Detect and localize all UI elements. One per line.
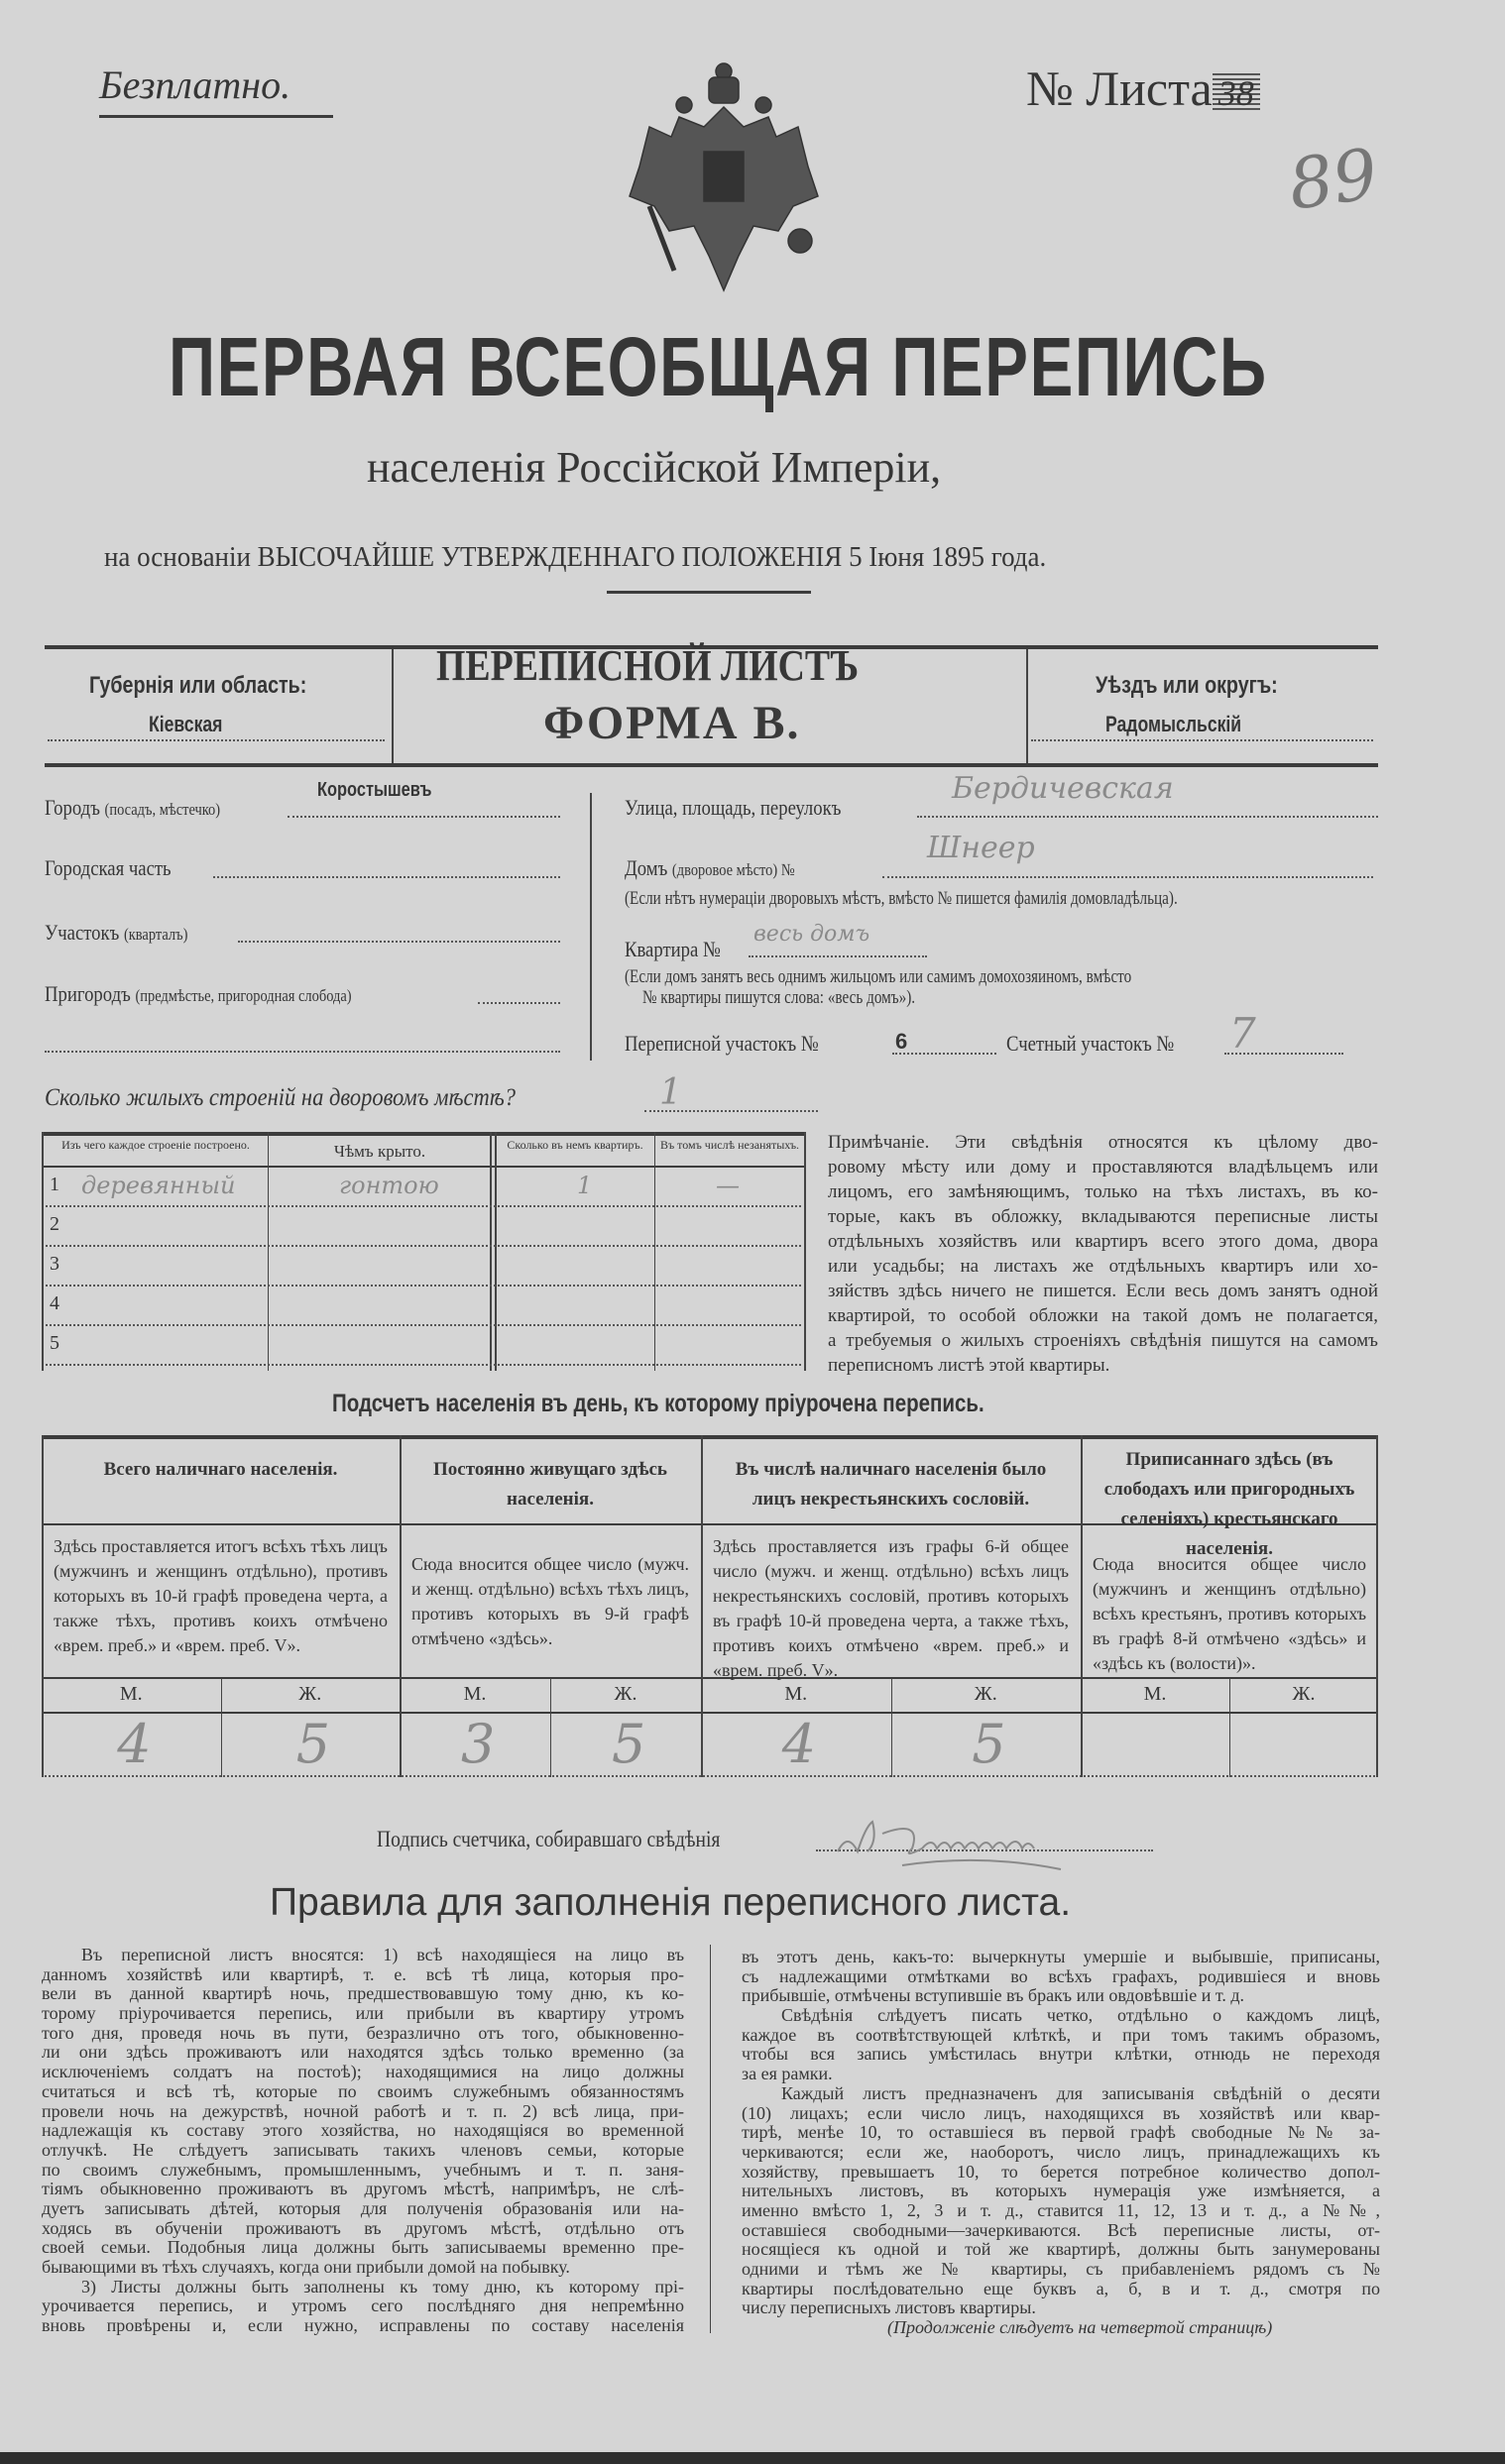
- house-field: Домъ (дворовое мѣсто) №: [625, 855, 795, 880]
- apartment-field: Квартира №: [625, 937, 721, 961]
- buildings-row-dots: [46, 1285, 801, 1287]
- remark-line: или усадьбы; на листахъ же отдѣльныхъ квартиръ или хо-: [828, 1256, 1378, 1277]
- apartment-note-2: № квартиры пишутся слова: «весь домъ»).: [642, 987, 916, 1008]
- rules-line: каждое въ соотвѣтствующей клѣткѣ, и при томъ такимъ образомъ,: [742, 2024, 1380, 2045]
- female-count[interactable]: 5: [972, 1713, 1006, 1775]
- count-district-field: Счетный участокъ №: [1006, 1031, 1175, 1056]
- female-label: Ж.: [1292, 1683, 1316, 1705]
- city-value[interactable]: Коростышевъ: [317, 779, 432, 801]
- buildings-row-number: 3: [50, 1253, 59, 1275]
- rules-line: Каждый листъ предназначенъ для записыванія свѣдѣній о десяти: [781, 2082, 1380, 2103]
- rules-line: отлучкѣ. Не слѣдуетъ записывать такихъ членовъ семьи, которые: [42, 2139, 684, 2160]
- buildings-row-dots: [46, 1324, 801, 1326]
- rules-line: тіямъ обыкновенно проживаютъ въ другомъ мѣстѣ, напримѣръ, не слѣ-: [42, 2179, 684, 2199]
- remark-line: торые, какъ въ обложку, вкладываются переписные листы: [828, 1206, 1378, 1227]
- page-subtitle: населенія Россійской Имперіи,: [367, 443, 942, 492]
- rules-line: вели въ данной квартирѣ ночь, предшествовавшую тому дню, къ ко-: [42, 1983, 684, 2004]
- buildings-row-number: 4: [50, 1292, 59, 1314]
- count-table-rule: [42, 1712, 1378, 1714]
- rules-line: данномъ хозяйствѣ или квартирѣ, т. е. всѣ тѣ лица, которыя про-: [42, 1963, 684, 1984]
- rules-line: 3) Листы должны быть заполнены къ тому дню, къ которому прі-: [81, 2276, 684, 2296]
- rules-line: торому пріурочивается перепись, или прибыли въ квартиру утромъ: [42, 2003, 684, 2024]
- rules-line: урочивается перепись, и утромъ сего послѣдняго дня непремѣнно: [42, 2296, 684, 2316]
- female-label: Ж.: [298, 1683, 322, 1705]
- buildings-col-line: [654, 1132, 655, 1371]
- legal-basis: на основаніи ВЫСОЧАЙШЕ УТВЕРЖДЕННАГО ПОЛОЖЕНІЯ 5 Іюня 1895 года.: [104, 541, 1047, 573]
- apartment-value[interactable]: весь домъ: [753, 922, 870, 947]
- remark-line: отдѣльныхъ хозяйствъ или квартиръ всего этого дома, двора: [828, 1231, 1378, 1252]
- title-divider: [607, 591, 811, 594]
- rules-line: чтобы вся запись умѣстилась внутри клѣтки, отнюдь не переходя: [742, 2044, 1380, 2065]
- count-col-desc: Сюда вносится общее число (мужчинъ и женщинъ отдѣльно) всѣхъ крестьянъ, противъ которыхъ въ графѣ 8-й отмѣчено «здѣсь» и «здѣсь къ (волости)».: [1093, 1554, 1366, 1673]
- apartment-note-1: (Если домъ занятъ весь однимъ жильцомъ или самимъ домохозяиномъ, вмѣсто: [625, 966, 1132, 987]
- remark-line: ровому мѣсту или дому и проставляются владѣльцемъ или: [828, 1157, 1378, 1177]
- rules-left-column: [42, 1946, 684, 2336]
- remark-line: переписномъ листѣ этой квартиры.: [828, 1355, 1110, 1376]
- form-box-bottom-rule: [45, 763, 1378, 767]
- count-col-desc: Здѣсь проставляется итогъ всѣхъ тѣхъ лицъ (мужчинъ и женщинъ отдѣльно), противъ которыхъ въ 10-й графѣ проведена черта, а также тѣхъ, противъ коихъ отмѣчено «врем. преб.» и «врем. преб. V».: [54, 1536, 388, 1655]
- count-col-line: [400, 1435, 402, 1777]
- buildings-col-line: [495, 1132, 497, 1371]
- suburb-line-2[interactable]: [45, 1051, 560, 1053]
- count-title: Подсчетъ населенія въ день, къ которому пріурочена перепись.: [332, 1390, 984, 1417]
- buildings-row-number: 1: [50, 1174, 59, 1195]
- count-col-head: Въ числѣ наличнаго населенія было лицъ некрестьянскихъ сословій.: [735, 1459, 1047, 1510]
- female-count[interactable]: 5: [295, 1713, 331, 1775]
- rules-line: черкиваются; если же, наоборотъ, число лицъ, принадлежащихъ къ: [742, 2141, 1380, 2162]
- rules-right-column: [742, 1948, 1380, 2318]
- count-col-line: [1081, 1435, 1083, 1777]
- rules-line: ли они здѣсь проживаютъ или находятся здѣсь только временно (за: [42, 2042, 684, 2063]
- form-box-divider-right: [1026, 649, 1028, 763]
- population-count-table: [42, 1435, 1378, 1777]
- buildings-row-number: 2: [50, 1213, 59, 1235]
- rules-line: именно вмѣсто 1, 2, 3 и т. д., ставится 11, 12, 13 и т. д., а №№,: [742, 2199, 1380, 2220]
- rules-line: своей семьи. Подобныя лица должны быть записываемы временно пре-: [42, 2237, 684, 2258]
- rules-line: нительныхъ листовъ, въ которыхъ нумерація уже измѣняется, а: [742, 2181, 1380, 2201]
- buildings-table-header-rule: [42, 1166, 805, 1168]
- free-underline: [99, 115, 333, 118]
- gubernia-label: Губернія или область:: [89, 672, 307, 699]
- city-line: [288, 816, 560, 818]
- rules-line: по своимъ служебнымъ, промышленнымъ, учебнымъ и т. п. заня-: [42, 2159, 684, 2180]
- uezd-line: [1031, 739, 1373, 741]
- uezd-label: Уѣздъ или округъ:: [1096, 672, 1278, 699]
- street-value[interactable]: Бердичевская: [952, 771, 1174, 806]
- remark-line: зяйствъ здѣсь ничего не пишется. Если весь домъ занятъ одной: [828, 1281, 1378, 1301]
- buildings-col-apartments: Сколько въ немъ квартиръ.: [507, 1138, 643, 1152]
- buildings-col-line: [490, 1132, 492, 1371]
- female-label: Ж.: [974, 1683, 997, 1705]
- apartment-line: [749, 955, 927, 957]
- rules-line: носящіеся къ одной и той же квартирѣ, должны быть занумерованы: [742, 2239, 1380, 2260]
- male-label: М.: [784, 1683, 808, 1705]
- count-col-head: Постоянно живущаго здѣсь населенія.: [433, 1459, 667, 1510]
- rules-line: въ этотъ день, какъ-то: вычеркнуты умершіе и выбывшіе, приписаны,: [742, 1947, 1380, 1966]
- male-label: М.: [1143, 1683, 1167, 1705]
- rules-line: квартиры послѣдовательно еще буквъ а, б, в и т. д., смотря по: [742, 2278, 1380, 2298]
- buildings-col-material: Изъ чего каждое строеніе построено.: [61, 1138, 250, 1152]
- count-col-line: [1376, 1435, 1378, 1777]
- rules-line: Въ переписной листъ вносятся: 1) всѣ находящіеся на лицо въ: [81, 1945, 684, 1964]
- remark-line: квартирой, то особой обложки на такой домъ не полагается,: [828, 1305, 1378, 1326]
- form-letter: ФОРМА В.: [543, 697, 801, 749]
- uezd-value[interactable]: Радомысльскій: [1105, 712, 1242, 736]
- count-table-rule: [42, 1677, 1378, 1679]
- rules-line: надлежащія къ составу этого хозяйства, но находящіяся во временной: [42, 2120, 684, 2141]
- count-col-line: [42, 1435, 44, 1777]
- buildings-col-line: [268, 1132, 269, 1371]
- house-note: (Если нѣтъ нумераціи дворовыхъ мѣстъ, вмѣсто № пишется фамилія домовладѣльца).: [625, 888, 1178, 909]
- rules-title: Правила для заполненія переписного листа.: [270, 1881, 1072, 1924]
- buildings-col-roof: Чѣмъ крыто.: [333, 1142, 426, 1161]
- form-title: ПЕРЕПИСНОЙ ЛИСТЪ: [436, 641, 860, 690]
- rules-line: тирѣ, менѣе 10, то оставшіеся въ первой графѣ свободные №№ за-: [742, 2122, 1380, 2143]
- male-label: М.: [119, 1683, 143, 1705]
- count-col-subline: [550, 1678, 551, 1777]
- census-district-field: Переписной участокъ №: [625, 1031, 819, 1056]
- suburb-line[interactable]: [478, 1002, 560, 1004]
- census-district-value[interactable]: 6: [895, 1029, 908, 1054]
- rules-line: дуетъ записывать дѣтей, которыя для полученія образованія или на-: [42, 2197, 684, 2218]
- rules-line: (10) лицахъ; если число лицъ, находящихся въ хозяйствѣ или квар-: [742, 2102, 1380, 2123]
- buildings-col-line: [42, 1132, 44, 1371]
- gubernia-value[interactable]: Кіевская: [149, 712, 223, 736]
- male-count[interactable]: 4: [781, 1713, 817, 1775]
- district-line[interactable]: [213, 876, 560, 878]
- count-district-line: [1224, 1053, 1343, 1055]
- sheet-label: № Листа: [1026, 60, 1213, 116]
- buildings-row-vacant[interactable]: —: [716, 1172, 740, 1199]
- form-box-divider-left: [392, 649, 394, 763]
- rules-line: оставшіеся свободными—зачеркиваются. Всѣ переписные листы, от-: [742, 2219, 1380, 2240]
- rules-line: за ея рамки.: [742, 2064, 833, 2084]
- male-label: М.: [463, 1683, 487, 1705]
- count-col-head: Приписаннаго здѣсь (въ слободахъ или пригородныхъ селеніяхъ) крестьянскаго населенія.: [1103, 1449, 1355, 1559]
- rules-line: числу переписныхъ листовъ квартиры.: [742, 2297, 1036, 2318]
- count-col-desc: Здѣсь проставляется изъ графы 6-й общее число (мужч. и женщ. отдѣльно) всѣхъ лицъ некрестьянскихъ сословій, противъ которыхъ въ графѣ 10-й проведена черта, а также тѣхъ, противъ коихъ отмѣчено «врем. преб.» и «врем. преб. V».: [713, 1536, 1069, 1680]
- signature-label: Подпись счетчика, собиравшаго свѣдѣнія: [377, 1827, 721, 1851]
- ward-line[interactable]: [238, 941, 560, 943]
- count-col-head: Всего наличнаго населенія.: [103, 1459, 338, 1480]
- enumerator-signature[interactable]: [833, 1814, 1160, 1873]
- street-line: [917, 816, 1378, 818]
- count-col-subline: [891, 1678, 892, 1777]
- rules-line: вновь провѣрены и, если нужно, исправлены по составу населенія: [42, 2315, 684, 2336]
- remark-line: Примѣчаніе. Эти свѣдѣнія относятся къ цѣлому дво-: [828, 1132, 1378, 1153]
- street-field: Улица, площадь, переулокъ: [625, 795, 842, 820]
- buildings-col-line: [804, 1132, 806, 1371]
- buildings-question: Сколько жилыхъ строеній на дворовомъ мѣстѣ?: [45, 1084, 516, 1111]
- buildings-row-number: 5: [50, 1332, 59, 1354]
- count-table-bottom: [42, 1775, 1378, 1777]
- buildings-row-apartments[interactable]: 1: [577, 1172, 593, 1199]
- count-table-top: [42, 1435, 1378, 1439]
- ward-field: Участокъ (кварталъ): [45, 920, 188, 945]
- gubernia-line: [48, 739, 385, 741]
- buildings-answer-line: [644, 1110, 818, 1112]
- rules-line: того дня, проведя ночь въ пути, безразлично отъ того, обыкновенно-: [42, 2022, 684, 2043]
- rules-line: провели ночь на дежурствѣ, ночной работѣ и т. п. 2) всѣ лица, при-: [42, 2100, 684, 2121]
- double-headed-eagle-icon: [610, 57, 838, 295]
- rules-column-divider: [710, 1945, 711, 2333]
- sheet-number-crossed: 38: [1213, 73, 1260, 113]
- pencil-sheet-number: 89: [1283, 133, 1383, 226]
- buildings-table: [42, 1132, 805, 1371]
- count-col-desc: Сюда вносится общее число (мужч. и женщ. отдѣльно) всѣхъ тѣхъ лицъ, противъ которыхъ въ 9-й графѣ отмѣчено «здѣсь».: [411, 1554, 689, 1648]
- suburb-field: Пригородъ (предмѣстье, пригородная слобода): [45, 981, 352, 1006]
- buildings-row-material[interactable]: деревянный: [81, 1172, 236, 1199]
- rules-line: Свѣдѣнія слѣдуетъ писать четко, отдѣльно о каждомъ лицѣ,: [781, 2005, 1380, 2026]
- remark: [828, 1130, 1378, 1378]
- female-label: Ж.: [614, 1683, 637, 1705]
- buildings-col-vacant: Въ томъ числѣ незанятыхъ.: [659, 1138, 800, 1152]
- address-divider: [590, 793, 592, 1061]
- count-col-line: [701, 1435, 703, 1777]
- free-label: Безплатно.: [99, 62, 291, 107]
- remark-line: лицомъ, его замѣняющимъ, только на тѣхъ листахъ, въ ко-: [828, 1181, 1378, 1202]
- house-line: [882, 876, 1373, 878]
- district-field: Городская часть: [45, 855, 172, 880]
- rules-line: хозяйству, превышаетъ 10, то берется потребное количество допол-: [742, 2161, 1380, 2182]
- rules-continuation: (Продолженіе слѣдуетъ на четвертой страницѣ): [887, 2317, 1273, 2337]
- sheet-number: [1026, 59, 1260, 117]
- count-col-subline: [221, 1678, 222, 1777]
- census-district-line: [892, 1053, 996, 1055]
- count-col-subline: [1229, 1678, 1230, 1777]
- rules-line: ходясь въ обученіи проживаютъ въ другомъ мѣстѣ, отдѣльно отъ: [42, 2217, 684, 2238]
- buildings-row-dots: [46, 1364, 801, 1366]
- rules-line: считаться и всѣ тѣ, которые по своимъ служебнымъ обязанностямъ: [42, 2080, 684, 2101]
- buildings-row-roof[interactable]: гонтою: [339, 1172, 439, 1199]
- rules-line: съ надлежащими отмѣтками во всѣхъ графахъ, родившіеся и вновь: [742, 1965, 1380, 1986]
- rules-line: одними и тѣмъ же № квартиры, съ прибавленіемъ рядомъ съ №: [742, 2259, 1380, 2279]
- count-district-value[interactable]: 7: [1229, 1009, 1256, 1058]
- page-bottom-edge: [0, 2452, 1505, 2464]
- buildings-answer[interactable]: 1: [659, 1072, 682, 1113]
- rules-line: бывающими въ тѣхъ случаяхъ, когда они прибыли домой на побывку.: [42, 2257, 570, 2277]
- rules-line: прибывшіе, отмѣчены вступившіе въ бракъ или овдовѣвшіе и т. д.: [742, 1985, 1244, 2006]
- male-count[interactable]: 4: [117, 1713, 152, 1775]
- remark-line: а требуемыя о жилыхъ строеніяхъ свѣдѣнія пишутся на самомъ: [828, 1330, 1378, 1351]
- buildings-row-dots: [46, 1245, 801, 1247]
- house-value[interactable]: Шнеер: [927, 831, 1035, 865]
- buildings-row-dots: [46, 1205, 801, 1207]
- rules-line: исключеніемъ солдатъ на постоѣ); находящимися на лицо должны: [42, 2062, 684, 2082]
- female-count[interactable]: 5: [612, 1713, 646, 1775]
- male-count[interactable]: 3: [461, 1713, 496, 1775]
- city-field: Городъ (посадъ, мѣстечко): [45, 795, 221, 820]
- buildings-table-top: [42, 1132, 805, 1136]
- page-title: ПЕРВАЯ ВСЕОБЩАЯ ПЕРЕПИСЬ: [169, 320, 1268, 413]
